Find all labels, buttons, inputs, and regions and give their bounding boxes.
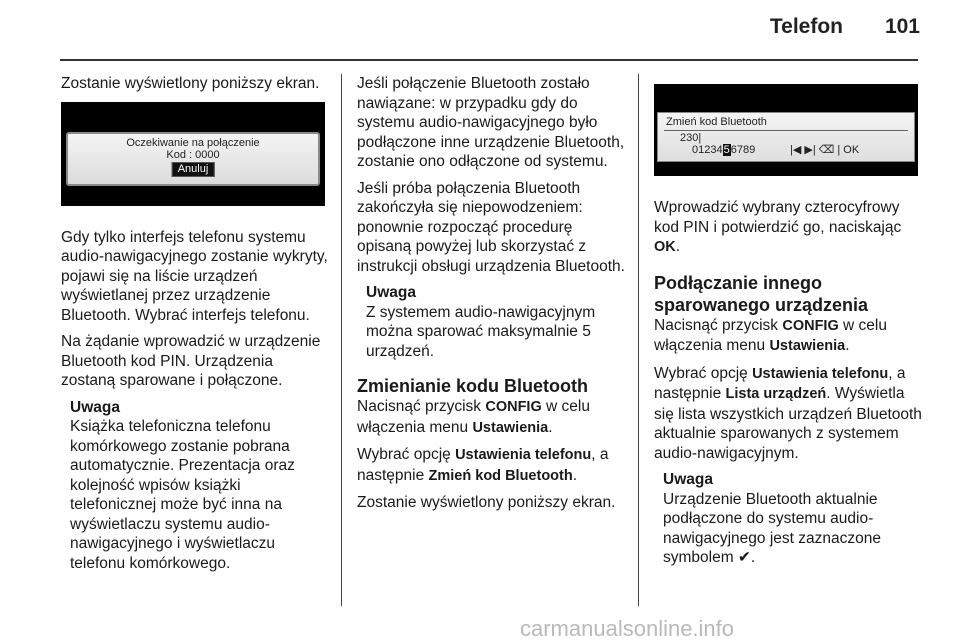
paragraph: Jeśli połączenie Bluetooth zostało nawiązane: w przypadku gdy do systemu audio-nawigacyjnego było podłączone inne urządzenie Bluetooth, zostanie ono odłączone od systemu. xyxy=(357,75,625,170)
digits: 6789 xyxy=(730,144,756,156)
paragraph: Jeśli próba połączenia Bluetooth zakończyła się niepowodzeniem: ponownie rozpocząć procedurę opisaną powyżej lub skorzystać z instrukcji obsługi urządzenia Bluetooth. xyxy=(357,179,625,275)
text-run: w celu włączenia menu xyxy=(357,398,590,436)
text-run: . xyxy=(845,337,850,354)
note-label: Uwaga xyxy=(366,284,416,301)
text-run: , a następnie xyxy=(654,364,906,402)
text-run: . xyxy=(675,238,681,255)
ok-key: OK xyxy=(654,239,676,255)
column-divider-1 xyxy=(341,74,342,606)
page-title: Telefon xyxy=(769,15,843,38)
digit-row xyxy=(692,144,755,157)
text-run: Wybrać opcję xyxy=(654,364,753,382)
note-box xyxy=(654,470,928,568)
option-name: Ustawienia telefonu xyxy=(752,365,889,382)
cancel-button: Anuluj xyxy=(172,162,215,177)
entry-controls: |◀ ▶| ⌫ | OK xyxy=(790,144,860,156)
page-number: 101 xyxy=(884,15,920,38)
paragraph xyxy=(654,198,928,258)
section-heading: Zmienianie kodu Bluetooth xyxy=(357,376,589,396)
option-name: Zmień kod Bluetooth xyxy=(428,467,573,484)
text-run: . xyxy=(548,418,553,436)
note-label: Uwaga xyxy=(70,398,120,416)
text-run: Wprowadzić wybrany czterocyfrowy kod PIN i potwierdzić go, naciskając xyxy=(654,199,902,236)
option-name: Lista urządzeń xyxy=(725,386,827,402)
config-key: CONFIG xyxy=(782,317,839,334)
paragraph xyxy=(654,364,928,464)
note-box xyxy=(61,398,331,574)
note-label: Uwaga xyxy=(663,471,713,488)
config-key: CONFIG xyxy=(485,399,542,415)
dialog-code: Kod : 0000 xyxy=(166,148,220,161)
dialog-message: Oczekiwanie na połączenie xyxy=(126,136,260,149)
text-run: w celu włączenia menu xyxy=(654,316,887,354)
display-screen-change-code xyxy=(654,84,918,176)
menu-name: Ustawienia xyxy=(769,338,846,354)
option-name: Ustawienia telefonu xyxy=(455,447,592,463)
dialog-title: Zmień kod Bluetooth xyxy=(666,116,767,128)
paragraph: Zostanie wyświetlony poniższy ekran. xyxy=(61,75,320,92)
text-run: Wybrać opcję xyxy=(357,446,456,463)
note-text: Książka telefoniczna telefonu komórkowego zostanie pobrana automatycznie. Prezentacja oraz kolejność wpisów książki telefonicznej może być inna na wyświetlaczu systemu audio-nawigacyjnego i wyświetlaczu telefonu komórkowego. xyxy=(70,418,295,572)
paragraph xyxy=(357,445,629,486)
display-screen-waiting xyxy=(61,102,325,206)
text-run: . Wyświetla się lista wszystkich urządzeń Bluetooth aktualnie sparowanych z systemem audio-nawigacyjnym. xyxy=(654,385,922,462)
text-run: , a następnie xyxy=(357,446,609,484)
title-underline xyxy=(664,130,908,131)
menu-name: Ustawienia xyxy=(472,419,549,436)
section-heading: Podłączanie innego sparowanego urządzenia xyxy=(654,272,869,315)
paragraph xyxy=(654,316,928,357)
column-3 xyxy=(654,74,928,576)
selected-digit: 5 xyxy=(723,144,730,156)
header-rule xyxy=(60,59,918,61)
text-run: . xyxy=(572,466,578,484)
text-run: Nacisnąć przycisk xyxy=(654,316,783,334)
page-header xyxy=(0,0,960,60)
watermark: carmanualsonline.info xyxy=(520,616,735,641)
dialog-frame xyxy=(66,132,320,186)
text-run: Nacisnąć przycisk xyxy=(357,398,486,415)
note-text: Z systemem audio-nawigacyjnym można sparować maksymalnie 5 urządzeń. xyxy=(366,303,596,360)
paragraph: Gdy tylko interfejs telefonu systemu audio-nawigacyjnego zostanie wykryty, pojawi się na liście urządzeń wyświetlanej przez urządzenie Bluetooth. Wybrać interfejs telefonu. xyxy=(61,228,328,324)
paragraph: Zostanie wyświetlony poniższy ekran. xyxy=(357,494,616,511)
note-box xyxy=(357,283,629,361)
column-2 xyxy=(357,74,629,520)
paragraph xyxy=(357,397,629,438)
dialog-frame xyxy=(657,112,915,162)
digits: 01234 xyxy=(692,144,723,156)
note-text: Urządzenie Bluetooth aktualnie podłączone do systemu audio-nawigacyjnego jest zaznaczone symbolem ✔. xyxy=(663,490,881,566)
column-1 xyxy=(61,74,331,581)
code-entry: 230| xyxy=(680,132,702,144)
paragraph: Na żądanie wprowadzić w urządzenie Bluetooth kod PIN. Urządzenia zostaną sparowane i połączone. xyxy=(61,333,321,389)
column-divider-2 xyxy=(638,74,639,606)
